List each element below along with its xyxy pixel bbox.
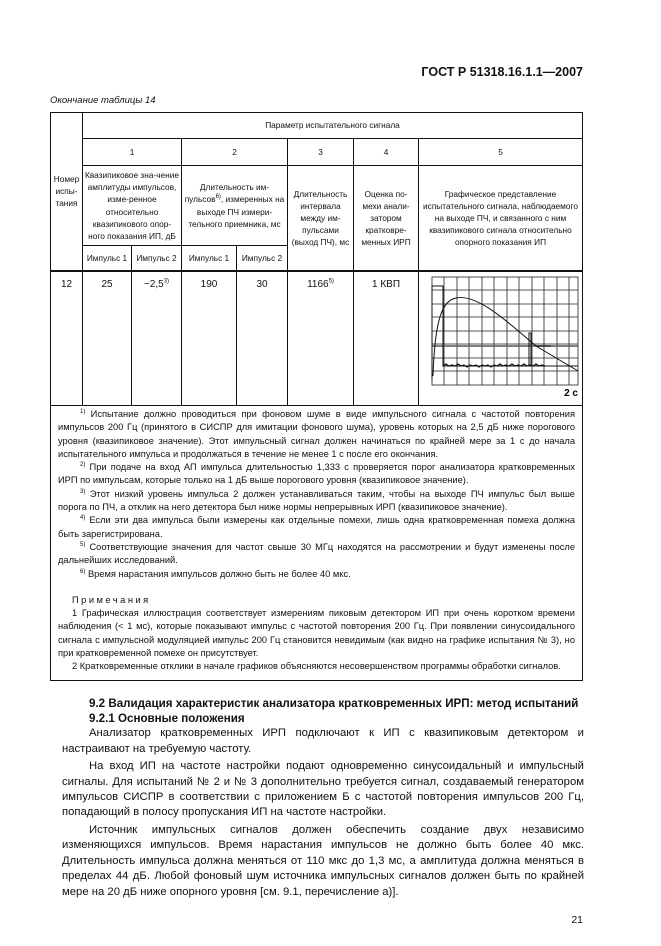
col-desc-assessment: Оценка по-мехи анали-затором кратковре-менных ИРП	[354, 166, 419, 271]
col-number: 5	[419, 139, 583, 166]
footnote-text: Этот низкий уровень импульса 2 должен устанавливаться таким, чтобы на выходе ПЧ импульс был выше порога по ПЧ, а отклик на него детектора был ниже нормы непрерывных ИРП (квазипиковое значение).	[58, 488, 575, 513]
sub-header: Импульс 1	[182, 246, 237, 271]
section-heading: 9.2 Валидация характеристик анализатора кратковременных ИРП: метод испытаний	[89, 696, 579, 710]
sub-header: Импульс 1	[83, 246, 132, 271]
col-number: 2	[182, 139, 288, 166]
param-header: Параметр испытательного сигнала	[83, 113, 583, 139]
footnote	[58, 461, 575, 488]
footnote-num: 6)	[80, 568, 86, 575]
graph-time-label: 2 с	[564, 387, 578, 398]
section-9-2	[62, 696, 584, 900]
footnote-num: 4)	[80, 515, 86, 522]
sub-header: Импульс 2	[132, 246, 182, 271]
footnote-text: При подаче на вход АП импульса длительностью 1,333 с проверяется порог анализатора кратковременных ИРП по импульсам, которые только на 1 дБ выше порогового уровня (квазипиковое значение).	[58, 462, 575, 486]
standard-number: ГОСТ Р 51318.16.1.1—2007	[421, 65, 583, 79]
col-desc-graph: Графическое представление испытательного сигнала, наблюдаемого на выходе ПЧ, и связанного с ним квазипикового сигнала относительно опорного показания ИП	[419, 166, 583, 271]
pulse2-spike	[529, 333, 531, 366]
cell-amp2	[132, 271, 182, 406]
footnote-text: Если эти два импульса были измерены как отдельные помехи, лишь одна кратковременная помеха должна быть зарегистрирована.	[58, 515, 575, 539]
paragraph: На вход ИП на частоте настройки подают одновременно синусоидальный и импульсный сигналы. Для испытаний № 2 и № 3 дополнительно требуется сигнал, создаваемый генератором импульсов СИСПР в соответствии с приложением Б с частотой повторения импульсов 200 Гц, попадающий в полосу пропускания ИП на частоте настройки.	[62, 760, 584, 819]
note-item: 2 Кратковременные отклики в начале графиков объясняются несовершенством программы обработки сигналов.	[72, 661, 561, 672]
quasi-peak-curve	[433, 297, 578, 375]
table-row	[51, 271, 583, 406]
footnote-ref: 3)	[163, 278, 170, 285]
col-number: 4	[354, 139, 419, 166]
cell-dur1: 190	[182, 271, 237, 406]
desc-text: Длительность им-пульсов	[184, 182, 270, 205]
col-number: 3	[288, 139, 354, 166]
sub-header: Импульс 2	[237, 246, 288, 271]
col-number: 1	[83, 139, 182, 166]
footnote	[58, 568, 575, 581]
footnote-num: 5)	[80, 541, 86, 548]
footnote	[58, 514, 575, 541]
signal-graph	[431, 276, 581, 398]
cell-test-no: 12	[51, 271, 83, 406]
note-item: 1 Графическая иллюстрация соответствует измерениям пиковым детектором ИП при очень коротком времени наблюдения (< 1 мс), которые показывают импульс с частотой повторения 200 Гц. При появлении синусоидального сигнала с импульсной модуляцией импульс 200 Гц становится невидимым (как видно на графике испытания № 3), но при кратковременной помехе он присутствует.	[58, 608, 575, 659]
value: −2,5	[143, 278, 164, 290]
col-desc-interval: Длительность интервала между им-пульсами (выход ПЧ), мс	[288, 166, 354, 271]
footnote	[58, 408, 575, 461]
desc-text: , измеренных на выходе ПЧ измери-тельного приемника, мс	[188, 194, 285, 229]
footnote-num: 1)	[80, 408, 86, 415]
footnote-num: 2)	[80, 462, 86, 469]
cell-assessment: 1 КВП	[354, 271, 419, 406]
subsection-heading: 9.2.1 Основные положения	[89, 712, 245, 726]
footnote-num: 3)	[80, 488, 86, 495]
paragraph: Источник импульсных сигналов должен обеспечить создание двух независимо изменяющихся импульсов. Время нарастания импульсов не должно быть более 40 мкс. Длительность импульса должна меняться от 110 мкс до 1,3 мс, а амплитуда должна меняться в пределах 44 дБ. Любой фоновый шум источника импульсных сигналов должен быть по крайней мере на 20 дБ ниже опорного уровня [см. 9.1, перечисление а)].	[62, 823, 584, 898]
value: 1166	[307, 278, 329, 290]
footnotes-box	[50, 406, 583, 681]
footnote-text: Время нарастания импульсов должно быть не более 40 мкс.	[87, 568, 351, 579]
col-desc-amplitude: Квазипиковое зна-чение амплитуды импульсов, изме-ренное относительно квазипикового опор-ного показания ИП, дБ	[83, 166, 182, 246]
notes-title: Примечания	[72, 594, 151, 605]
page-content	[50, 112, 583, 946]
col-test-no: Номер испы-тания	[51, 113, 83, 271]
paragraph: Анализатор кратковременных ИРП подключают к ИП с квазипиковым детектором и настраивают на требуемую частоту.	[62, 727, 584, 755]
cell-interval	[288, 271, 354, 406]
cell-dur2: 30	[237, 271, 288, 406]
table-caption: Окончание таблицы 14	[50, 95, 156, 106]
cell-graph	[419, 271, 583, 406]
pulse-trace	[432, 286, 578, 381]
cell-amp1: 25	[83, 271, 132, 406]
page-number: 21	[571, 913, 583, 926]
graph-grid	[432, 277, 578, 385]
table-14	[50, 112, 583, 406]
col-desc-duration	[182, 166, 288, 246]
footnote-text: Соответствующие значения для частот свыше 30 МГц находятся на рассмотрении и будут изменены после дальнейших исследований.	[58, 541, 575, 566]
footnote-ref: 6)	[215, 194, 221, 201]
footnote-ref: 5)	[328, 278, 334, 285]
footnote-text: Испытание должно проводиться при фоновом шуме в виде импульсного сигнала с частотой повторения импульсов 200 Гц (принятого в СИСПР для имитации фонового шума), уровень которых на 2,5 дБ ниже порогового уровня (квазипиковое значение). Этот импульсный сигнал должен начинаться по крайней мере за 1 с до начала испытательного импульса и продолжаться в течение не менее 1 с после его окончания.	[58, 409, 575, 459]
footnote	[58, 541, 575, 568]
footnote	[58, 488, 575, 515]
